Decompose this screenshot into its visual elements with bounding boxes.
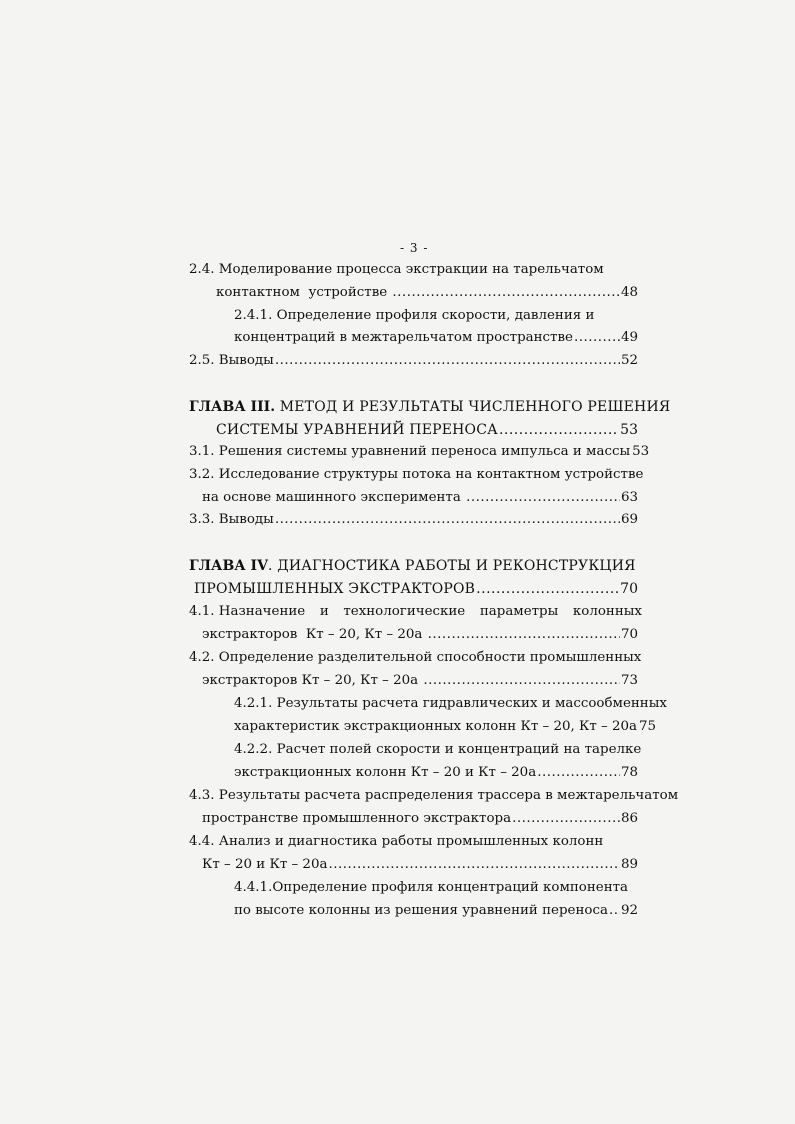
toc-entry-4-1-line1: 4.1. Назначение и технологические параметры колонных	[189, 604, 642, 619]
page-ref: 63	[620, 490, 638, 505]
page-ref: 70	[620, 581, 638, 597]
leader-dots	[574, 328, 620, 348]
toc-entry-4-4-1-line2: по высоте колонны из решения уравнений переноса ..... 92	[234, 901, 638, 921]
toc-chapter-3-line2: СИСТЕМЫ УРАВНЕНИЙ ПЕРЕНОСА ..... 53	[216, 420, 638, 440]
toc-entry-2-4-1-line2: концентраций в межтарельчатом пространстве ..... 49	[234, 328, 638, 348]
page-ref: 75	[639, 719, 657, 734]
page-number: - 3 -	[400, 241, 429, 255]
leader-dots	[537, 763, 620, 783]
leader-dots	[476, 579, 619, 599]
page-ref: 53	[632, 444, 650, 459]
toc-entry-4-4-line2: Кт – 20 и Кт – 20а ..... 89	[202, 855, 638, 875]
toc-entry-4-3-line2: пространстве промышленного экстрактора ..... 86	[202, 809, 638, 829]
page-ref: 92	[620, 903, 638, 918]
toc-entry-2-4-1-line1: 2.4.1. Определение профиля скорости, давления и	[234, 308, 595, 323]
toc-entry-4-4-line1: 4.4. Анализ и диагностика работы промышленных колонн	[189, 834, 604, 849]
page-ref: 48	[620, 285, 638, 300]
toc-entry-3-3: 3.3. Выводы ..... 69	[189, 510, 638, 530]
toc-chapter-4-line2: ПРОМЫШЛЕННЫХ ЭКСТРАКТОРОВ ..... 70	[194, 579, 638, 599]
page-ref: 70	[620, 627, 638, 642]
leader-dots	[275, 510, 620, 530]
toc-entry-2-4-line1: 2.4. Моделирование процесса экстракции на тарельчатом	[189, 262, 604, 277]
toc-chapter-4-line1: ГЛАВА IV . ДИАГНОСТИКА РАБОТЫ И РЕКОНСТРУКЦИЯ	[189, 558, 636, 574]
toc-entry-4-3-line1: 4.3. Результаты расчета распределения трассера в межтарельчатом	[189, 788, 679, 803]
leader-dots	[428, 625, 620, 645]
page-ref: 49	[620, 330, 638, 345]
page-ref: 89	[620, 857, 638, 872]
toc-entry-2-4-line2: контактном устройстве ..... 48	[216, 283, 638, 303]
toc-entry-2-5: 2.5. Выводы ..... 52	[189, 351, 638, 371]
leader-dots	[392, 283, 620, 303]
toc-entry-4-2-line1: 4.2. Определение разделительной способности промышленных	[189, 650, 642, 665]
toc-entry-3-2-line1: 3.2. Исследование структуры потока на контактном устройстве	[189, 467, 644, 482]
leader-dots	[275, 351, 620, 371]
toc-entry-3-1: 3.1. Решения системы уравнений переноса импульса и массы 53	[189, 442, 638, 462]
leader-dots	[423, 671, 620, 691]
page-ref: 53	[620, 422, 638, 438]
leader-dots	[499, 420, 619, 440]
toc-entry-3-2-line2: на основе машинного эксперимента ..... 63	[202, 488, 638, 508]
toc-entry-4-2-1-line2: характеристик экстракционных колонн Кт – 20, Кт – 20а 75	[234, 717, 638, 737]
toc-entry-4-2-1-line1: 4.2.1. Результаты расчета гидравлических и массообменных	[234, 696, 667, 711]
page-ref: 78	[620, 765, 638, 780]
toc-entry-4-2-2-line1: 4.2.2. Расчет полей скорости и концентраций на тарелке	[234, 742, 642, 757]
leader-dots	[328, 855, 619, 875]
toc-entry-4-2-line2: экстракторов Кт – 20, Кт – 20а ..... 73	[202, 671, 638, 691]
leader-dots	[512, 809, 620, 829]
toc-chapter-3-line1: ГЛАВА III. МЕТОД И РЕЗУЛЬТАТЫ ЧИСЛЕННОГО РЕШЕНИЯ	[189, 399, 671, 415]
leader-dots	[609, 901, 620, 921]
page-ref: 69	[620, 512, 638, 527]
toc-entry-4-2-2-line2: экстракционных колонн Кт – 20 и Кт – 20а ..... 78	[234, 763, 638, 783]
page-ref: 73	[620, 673, 638, 688]
leader-dots	[466, 488, 620, 508]
toc-entry-4-1-line2: экстракторов Кт – 20, Кт – 20а ..... 70	[202, 625, 638, 645]
page-ref: 86	[620, 811, 638, 826]
toc-entry-4-4-1-line1: 4.4.1.Определение профиля концентраций компонента	[234, 880, 629, 895]
page-ref: 52	[620, 353, 638, 368]
